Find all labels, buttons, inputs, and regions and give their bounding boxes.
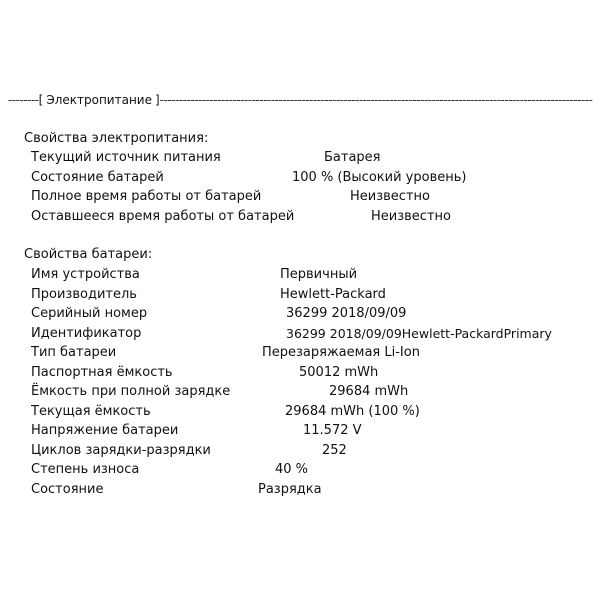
power-section-title: Свойства электропитания: <box>24 131 209 146</box>
battery-label: Паспортная ёмкость <box>31 365 173 380</box>
battery-value: 252 <box>322 443 347 458</box>
power-value: Батарея <box>324 150 381 165</box>
power-label: Полное время работы от батарей <box>31 189 262 204</box>
battery-value: 50012 mWh <box>299 365 379 380</box>
battery-section-title: Свойства батареи: <box>24 247 153 262</box>
battery-label: Ёмкость при полной зарядке <box>31 384 231 399</box>
power-label: Текущий источник питания <box>31 150 221 165</box>
power-label: Состояние батарей <box>31 170 164 185</box>
battery-label: Состояние <box>31 482 104 497</box>
battery-label: Тип батареи <box>31 345 117 360</box>
header-close-bracket: ] <box>154 93 160 107</box>
battery-label: Напряжение батареи <box>31 423 179 438</box>
power-value: Неизвестно <box>371 209 451 224</box>
battery-value: 11.572 V <box>303 423 362 438</box>
battery-label: Текущая ёмкость <box>31 404 151 419</box>
battery-value: Разрядка <box>258 482 322 497</box>
header-right-rule <box>160 93 593 107</box>
battery-label: Производитель <box>31 287 137 302</box>
battery-value: 40 % <box>275 462 309 477</box>
battery-value: Первичный <box>280 267 358 282</box>
power-value: Неизвестно <box>350 189 430 204</box>
header-left-rule: -------- <box>8 93 39 107</box>
power-label: Оставшееся время работы от батарей <box>31 209 295 224</box>
header-title: Электропитание <box>46 93 152 107</box>
battery-value: 29684 mWh <box>329 384 409 399</box>
power-value: 100 % (Высокий уровень) <box>292 170 467 185</box>
header-open-bracket: [ <box>38 93 44 107</box>
battery-label: Степень износа <box>31 462 140 477</box>
battery-label: Идентификатор <box>31 326 142 341</box>
battery-value: 36299 2018/09/09Hewlett-PackardPrimary <box>286 326 552 341</box>
battery-value: Hewlett-Packard <box>280 287 386 302</box>
battery-label: Имя устройства <box>31 267 140 282</box>
section-header <box>8 93 593 107</box>
battery-label: Серийный номер <box>31 306 148 321</box>
battery-value: 36299 2018/09/09 <box>286 306 407 321</box>
battery-label: Циклов зарядки-разрядки <box>31 443 211 458</box>
battery-value: 29684 mWh (100 %) <box>285 404 420 419</box>
battery-value: Перезаряжаемая Li-Ion <box>262 345 420 360</box>
